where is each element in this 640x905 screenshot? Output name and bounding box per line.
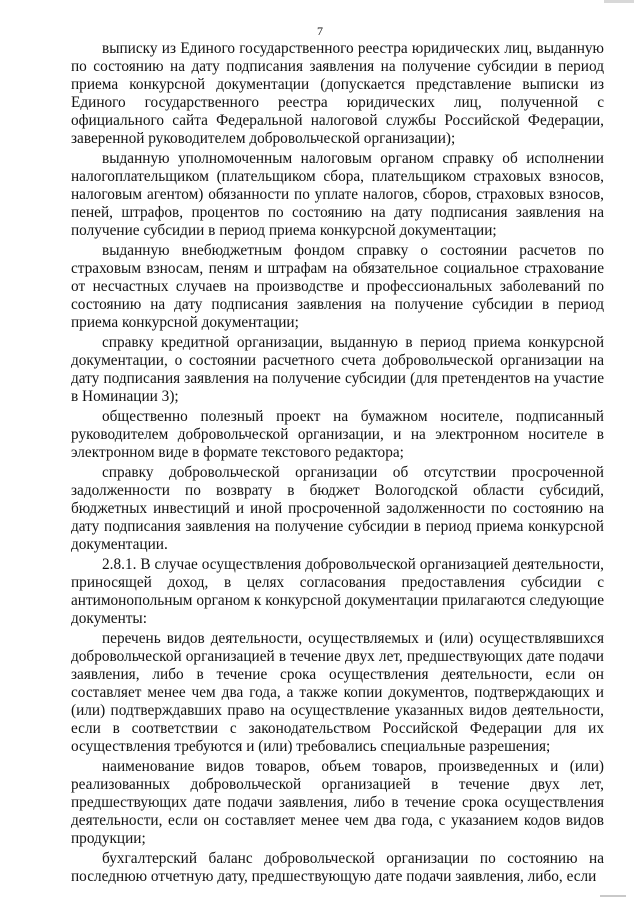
paragraph-goods-volume: наименование видов товаров, объем товаров, произведенных и (или) реализованных добровольческой организацией в течение двух лет, предшествующих дате подачи заявления, либо в течение срока осуществления деятельности, если он составляет менее чем два года, с указанием кодов видов продукции;: [71, 758, 604, 847]
document-body: [71, 40, 604, 888]
paragraph-no-debt-certificate: справку добровольческой организации об отсутствии просроченной задолженности по возврату в бюджет Вологодской области субсидий, бюджетных инвестиций и иной просроченной задолженности по состоянию на дату подписания заявления на получение субсидии в период приема конкурсной документации.: [71, 464, 604, 553]
paragraph-egrul-extract: выписку из Единого государственного реестра юридических лиц, выданную по состоянию на дату подписания заявления на получение субсидии в период приема конкурсной документации (допускается представление выписки из Единого государственного реестра юридических лиц, полученной с официального сайта Федеральной налоговой службы Российской Федерации, заверенной руководителем добровольческой организации);: [71, 40, 604, 147]
paragraph-project: общественно полезный проект на бумажном носителе, подписанный руководителем добровольческой организации, и на электронном носителе в электронном виде в формате текстового редактора;: [71, 408, 604, 461]
paragraph-bank-certificate: справку кредитной организации, выданную в период приема конкурсной документации, о состоянии расчетного счета добровольческой организации на дату подписания заявления на получение субсидии (для претендентов на участие в Номинации 3);: [71, 334, 604, 405]
scan-edge-mark-bottom: [600, 895, 626, 897]
paragraph-activities-list: перечень видов деятельности, осуществляемых и (или) осуществлявшихся добровольческой организацией в течение двух лет, предшествующих дате подачи заявления, либо в течение срока осуществления деятельности, если он составляет менее чем два года, а также копии документов, подтверждающих и (или) подтверждавших право на осуществление указанных видов деятельности, если в соответствии с законодательством Российской Федерации для их осуществления требуются и (или) требовались специальные разрешения;: [71, 630, 604, 755]
page-number: 7: [317, 24, 323, 38]
paragraph-balance-sheet: бухгалтерский баланс добровольческой организации по состоянию на последнюю отчетную дату, предшествующую дате подачи заявления, либо, если: [71, 850, 604, 885]
paragraph-section-2-8-1: 2.8.1. В случае осуществления добровольческой организацией деятельности, приносящей доход, в целях согласования предоставления субсидии с антимонопольным органом к конкурсной документации прилагаются следующие документы:: [71, 556, 604, 627]
paragraph-social-insurance-certificate: выданную внебюджетным фондом справку о состоянии расчетов по страховым взносам, пеням и штрафам на обязательное социальное страхование от несчастных случаев на производстве и профессиональных заболеваний по состоянию на дату подписания заявления на получение субсидии в период приема конкурсной документации;: [71, 242, 604, 331]
paragraph-tax-certificate: выданную уполномоченным налоговым органом справку об исполнении налогоплательщиком (плательщиком сбора, плательщиком страховых взносов, налоговым агентом) обязанности по уплате налогов, сборов, страховых взносов, пеней, штрафов, процентов по состоянию на дату подписания заявления на получение субсидии в период приема конкурсной документации;: [71, 150, 604, 239]
scan-edge-mark: [604, 0, 634, 3]
